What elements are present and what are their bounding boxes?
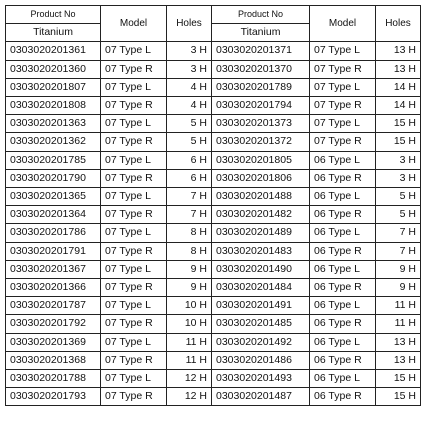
model-cell-left: 07 Type R (101, 97, 167, 115)
table-row (6, 151, 421, 169)
table-body (6, 42, 421, 406)
product-no-cell-left: 0303020201807 (6, 78, 101, 96)
product-no-cell-right: 0303020201794 (212, 97, 310, 115)
model-cell-left: 07 Type R (101, 206, 167, 224)
product-no-cell-left: 0303020201362 (6, 133, 101, 151)
table-row (6, 351, 421, 369)
header-holes-right: Holes (376, 6, 421, 42)
holes-cell-left: 12 H (167, 370, 212, 388)
holes-cell-left: 5 H (167, 133, 212, 151)
holes-cell-right: 13 H (376, 60, 421, 78)
product-no-cell-right: 0303020201486 (212, 351, 310, 369)
table-row (6, 133, 421, 151)
holes-cell-right: 11 H (376, 315, 421, 333)
product-spec-table-container (5, 5, 421, 406)
model-cell-left: 07 Type R (101, 315, 167, 333)
holes-cell-right: 7 H (376, 242, 421, 260)
holes-cell-right: 15 H (376, 370, 421, 388)
product-no-cell-left: 0303020201369 (6, 333, 101, 351)
model-cell-left: 07 Type R (101, 388, 167, 406)
product-no-cell-right: 0303020201492 (212, 333, 310, 351)
holes-cell-right: 7 H (376, 224, 421, 242)
table-row (6, 78, 421, 96)
holes-cell-right: 15 H (376, 388, 421, 406)
product-no-cell-left: 0303020201368 (6, 351, 101, 369)
model-cell-left: 07 Type L (101, 297, 167, 315)
header-material-left: Titanium (6, 24, 101, 42)
model-cell-left: 07 Type L (101, 78, 167, 96)
product-no-cell-left: 0303020201786 (6, 224, 101, 242)
model-cell-left: 07 Type R (101, 169, 167, 187)
product-no-cell-left: 0303020201785 (6, 151, 101, 169)
header-product-no-right: Product No (212, 6, 310, 24)
table-row (6, 260, 421, 278)
product-no-cell-left: 0303020201364 (6, 206, 101, 224)
table-row (6, 97, 421, 115)
product-no-cell-right: 0303020201490 (212, 260, 310, 278)
product-no-cell-right: 0303020201485 (212, 315, 310, 333)
model-cell-left: 07 Type L (101, 42, 167, 60)
model-cell-right: 06 Type L (310, 370, 376, 388)
product-no-cell-left: 0303020201808 (6, 97, 101, 115)
product-no-cell-left: 0303020201367 (6, 260, 101, 278)
header-row (6, 6, 421, 24)
product-no-cell-right: 0303020201488 (212, 188, 310, 206)
holes-cell-left: 4 H (167, 97, 212, 115)
header-model-left: Model (101, 6, 167, 42)
product-no-cell-right: 0303020201483 (212, 242, 310, 260)
holes-cell-right: 3 H (376, 169, 421, 187)
table-row (6, 315, 421, 333)
product-no-cell-left: 0303020201361 (6, 42, 101, 60)
product-no-cell-right: 0303020201487 (212, 388, 310, 406)
product-no-cell-left: 0303020201792 (6, 315, 101, 333)
model-cell-right: 06 Type L (310, 260, 376, 278)
model-cell-left: 07 Type L (101, 224, 167, 242)
holes-cell-left: 11 H (167, 351, 212, 369)
table-row (6, 206, 421, 224)
product-no-cell-left: 0303020201788 (6, 370, 101, 388)
model-cell-left: 07 Type R (101, 242, 167, 260)
header-holes-left: Holes (167, 6, 212, 42)
model-cell-right: 06 Type L (310, 188, 376, 206)
header-model-right: Model (310, 6, 376, 42)
product-no-cell-right: 0303020201482 (212, 206, 310, 224)
holes-cell-left: 7 H (167, 188, 212, 206)
model-cell-right: 06 Type R (310, 279, 376, 297)
product-no-cell-right: 0303020201484 (212, 279, 310, 297)
holes-cell-left: 10 H (167, 297, 212, 315)
holes-cell-left: 4 H (167, 78, 212, 96)
model-cell-right: 07 Type L (310, 42, 376, 60)
holes-cell-right: 5 H (376, 188, 421, 206)
holes-cell-left: 6 H (167, 169, 212, 187)
model-cell-right: 06 Type R (310, 315, 376, 333)
product-no-cell-left: 0303020201363 (6, 115, 101, 133)
holes-cell-left: 11 H (167, 333, 212, 351)
table-row (6, 42, 421, 60)
model-cell-right: 06 Type L (310, 297, 376, 315)
model-cell-right: 06 Type R (310, 169, 376, 187)
holes-cell-right: 9 H (376, 260, 421, 278)
product-no-cell-right: 0303020201372 (212, 133, 310, 151)
table-row (6, 188, 421, 206)
holes-cell-right: 13 H (376, 351, 421, 369)
table-row (6, 169, 421, 187)
model-cell-right: 06 Type R (310, 351, 376, 369)
model-cell-left: 07 Type L (101, 370, 167, 388)
holes-cell-left: 6 H (167, 151, 212, 169)
holes-cell-left: 9 H (167, 279, 212, 297)
model-cell-left: 07 Type L (101, 115, 167, 133)
holes-cell-right: 13 H (376, 333, 421, 351)
table-row (6, 279, 421, 297)
product-no-cell-left: 0303020201793 (6, 388, 101, 406)
holes-cell-left: 9 H (167, 260, 212, 278)
holes-cell-left: 12 H (167, 388, 212, 406)
holes-cell-right: 15 H (376, 115, 421, 133)
product-no-cell-left: 0303020201787 (6, 297, 101, 315)
product-no-cell-right: 0303020201805 (212, 151, 310, 169)
holes-cell-right: 9 H (376, 279, 421, 297)
holes-cell-right: 15 H (376, 133, 421, 151)
holes-cell-right: 5 H (376, 206, 421, 224)
product-no-cell-left: 0303020201790 (6, 169, 101, 187)
holes-cell-right: 11 H (376, 297, 421, 315)
holes-cell-right: 14 H (376, 78, 421, 96)
model-cell-right: 06 Type R (310, 388, 376, 406)
header-material-right: Titanium (212, 24, 310, 42)
product-no-cell-left: 0303020201360 (6, 60, 101, 78)
model-cell-right: 07 Type R (310, 60, 376, 78)
table-row (6, 115, 421, 133)
model-cell-right: 06 Type R (310, 206, 376, 224)
holes-cell-right: 14 H (376, 97, 421, 115)
holes-cell-left: 7 H (167, 206, 212, 224)
model-cell-right: 07 Type L (310, 115, 376, 133)
holes-cell-right: 13 H (376, 42, 421, 60)
model-cell-right: 06 Type R (310, 242, 376, 260)
table-row (6, 370, 421, 388)
table-row (6, 60, 421, 78)
product-no-cell-right: 0303020201370 (212, 60, 310, 78)
table-row (6, 388, 421, 406)
model-cell-right: 07 Type R (310, 97, 376, 115)
product-no-cell-right: 0303020201491 (212, 297, 310, 315)
product-no-cell-right: 0303020201489 (212, 224, 310, 242)
product-no-cell-left: 0303020201791 (6, 242, 101, 260)
table-row (6, 224, 421, 242)
table-row (6, 242, 421, 260)
header-product-no-left: Product No (6, 6, 101, 24)
model-cell-left: 07 Type R (101, 60, 167, 78)
product-no-cell-right: 0303020201789 (212, 78, 310, 96)
holes-cell-right: 3 H (376, 151, 421, 169)
product-no-cell-right: 0303020201373 (212, 115, 310, 133)
holes-cell-left: 8 H (167, 224, 212, 242)
product-spec-table (5, 5, 421, 406)
product-no-cell-right: 0303020201371 (212, 42, 310, 60)
holes-cell-left: 5 H (167, 115, 212, 133)
product-no-cell-left: 0303020201366 (6, 279, 101, 297)
model-cell-right: 06 Type L (310, 224, 376, 242)
product-no-cell-right: 0303020201806 (212, 169, 310, 187)
model-cell-left: 07 Type R (101, 351, 167, 369)
table-header (6, 6, 421, 42)
holes-cell-left: 3 H (167, 60, 212, 78)
holes-cell-left: 10 H (167, 315, 212, 333)
model-cell-left: 07 Type L (101, 151, 167, 169)
product-no-cell-left: 0303020201365 (6, 188, 101, 206)
model-cell-right: 06 Type L (310, 151, 376, 169)
holes-cell-left: 8 H (167, 242, 212, 260)
model-cell-left: 07 Type L (101, 188, 167, 206)
model-cell-left: 07 Type L (101, 333, 167, 351)
holes-cell-left: 3 H (167, 42, 212, 60)
product-no-cell-right: 0303020201493 (212, 370, 310, 388)
model-cell-left: 07 Type R (101, 133, 167, 151)
model-cell-left: 07 Type R (101, 279, 167, 297)
table-row (6, 297, 421, 315)
model-cell-right: 07 Type L (310, 78, 376, 96)
model-cell-right: 07 Type R (310, 133, 376, 151)
model-cell-right: 06 Type L (310, 333, 376, 351)
model-cell-left: 07 Type L (101, 260, 167, 278)
table-row (6, 333, 421, 351)
